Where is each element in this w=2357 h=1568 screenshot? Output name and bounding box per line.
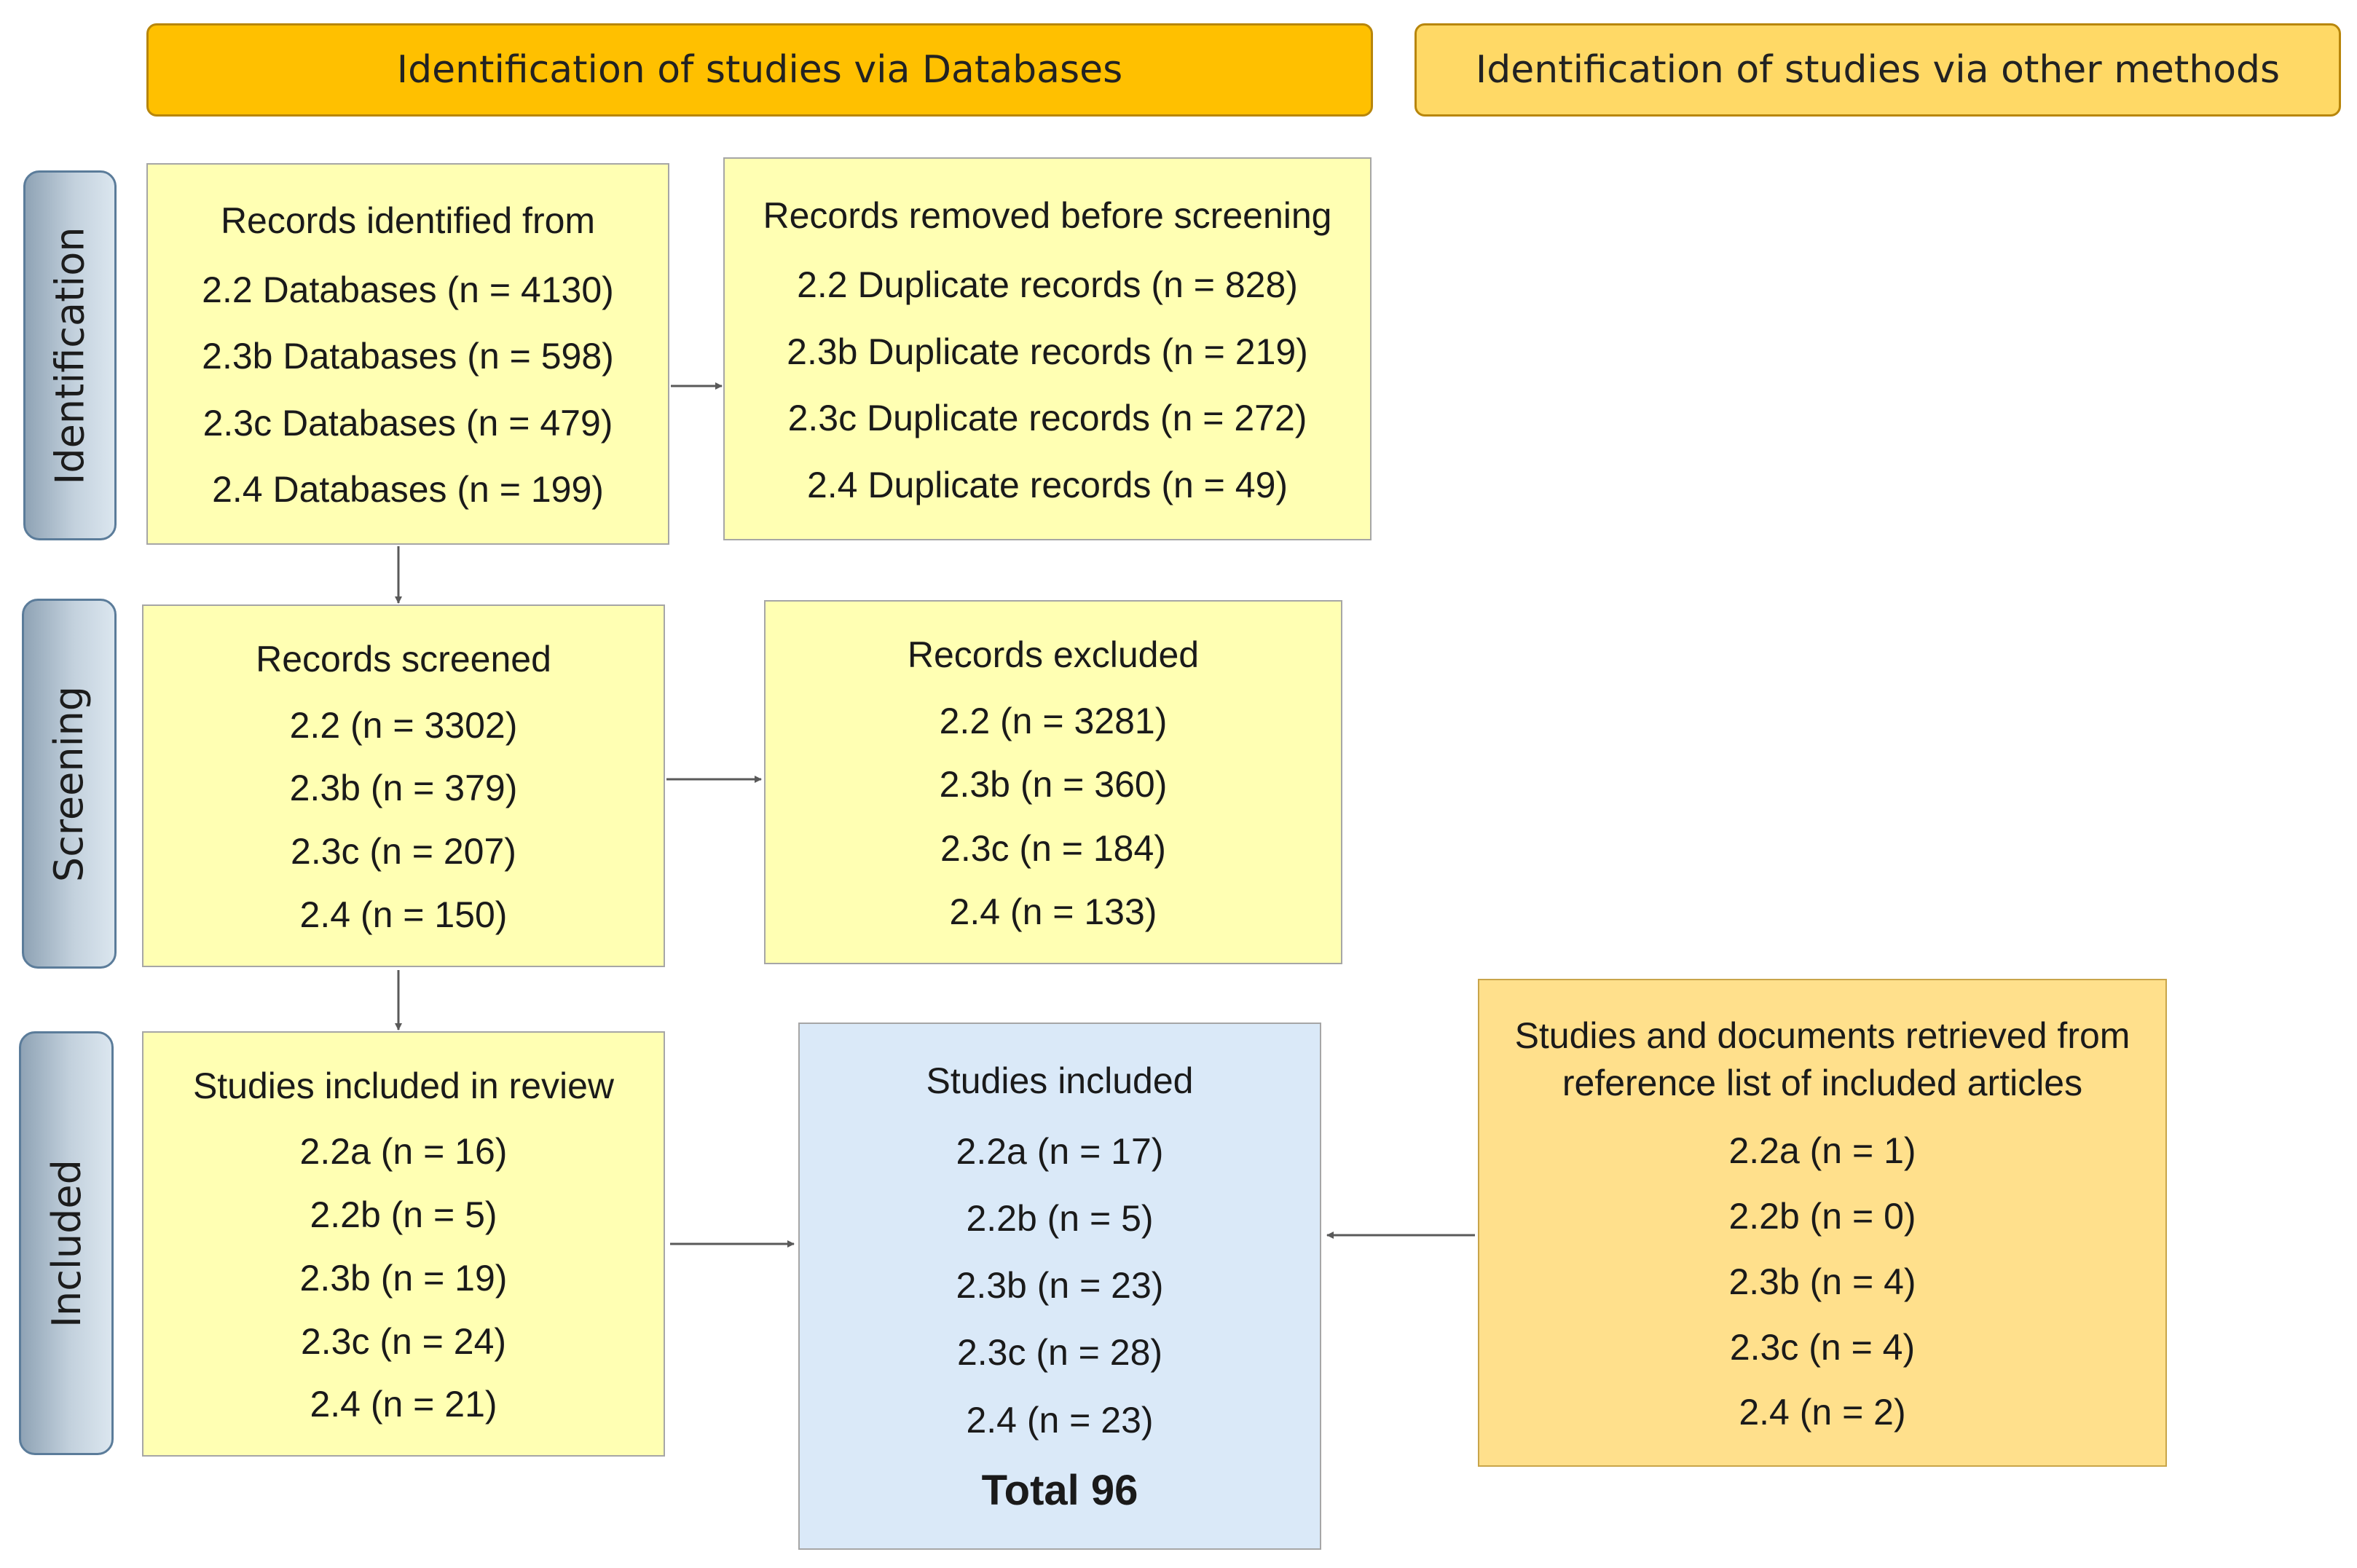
studies-in-review-line: 2.4 (n = 21) [310,1384,497,1425]
records-excluded-title: Records excluded [907,634,1200,676]
studies-in-review-line: 2.3b (n = 19) [299,1257,508,1299]
records-screened-line: 2.3b (n = 379) [289,768,518,809]
other-studies-title-line: Studies and documents retrieved from [1514,1015,2130,1056]
studies-included-line: 2.2b (n = 5) [966,1197,1154,1239]
records-excluded-line: 2.3b (n = 360) [939,764,1168,805]
other-studies-line: 2.3b (n = 4) [1728,1261,1916,1302]
records-removed-line: 2.4 Duplicate records (n = 49) [806,464,1288,505]
records-identified-line: 2.3c Databases (n = 479) [202,402,613,444]
studies-in-review-title: Studies included in review [192,1065,615,1106]
records-identified-line: 2.4 Databases (n = 199) [212,468,604,510]
records-screened-title: Records screened [256,638,551,679]
records-identified-line: 2.2 Databases (n = 4130) [202,269,614,311]
studies-included-title: Studies included [926,1060,1194,1102]
records-excluded-line: 2.4 (n = 133) [949,891,1157,932]
phase-screening-label: Screening [46,685,93,882]
records-screened-line: 2.4 (n = 150) [299,894,508,936]
studies-included-line: 2.2a (n = 17) [956,1130,1164,1172]
header-other-methods-label: Identification of studies via other methods [1475,48,2281,92]
other-studies-line: 2.4 (n = 2) [1739,1392,1906,1433]
studies-in-review-line: 2.3c (n = 24) [300,1320,507,1362]
records-screened-line: 2.2 (n = 3302) [289,704,518,746]
records-excluded-line: 2.3c (n = 184) [940,827,1166,869]
studies-included-line: 2.3b (n = 23) [956,1265,1164,1306]
phase-included-label: Included [43,1159,90,1328]
records-removed-line: 2.2 Duplicate records (n = 828) [797,264,1298,305]
records-identified-title: Records identified from [220,200,596,242]
studies-in-review-line: 2.2a (n = 16) [299,1131,508,1173]
other-studies-line: 2.2a (n = 1) [1728,1130,1916,1172]
records-removed-title: Records removed before screening [763,194,1332,236]
records-screened-line: 2.3c (n = 207) [291,831,516,872]
studies-included-line: 2.4 (n = 23) [966,1399,1154,1441]
records-removed-line: 2.3c Duplicate records (n = 272) [787,398,1307,438]
other-studies-line: 2.3c (n = 4) [1729,1326,1916,1368]
phase-identification-label: Identification [47,226,93,485]
records-removed-line: 2.3b Duplicate records (n = 219) [787,331,1308,372]
other-studies-line: 2.2b (n = 0) [1728,1196,1916,1237]
records-excluded-line: 2.2 (n = 3281) [939,701,1168,742]
studies-total: Total 96 [981,1466,1138,1514]
header-databases-label: Identification of studies via Databases [396,48,1123,92]
studies-included-line: 2.3c (n = 28) [956,1332,1163,1374]
studies-in-review-line: 2.2b (n = 5) [310,1194,497,1236]
other-studies-title-line: reference list of included articles [1562,1062,2083,1103]
records-identified-line: 2.3b Databases (n = 598) [202,336,614,377]
